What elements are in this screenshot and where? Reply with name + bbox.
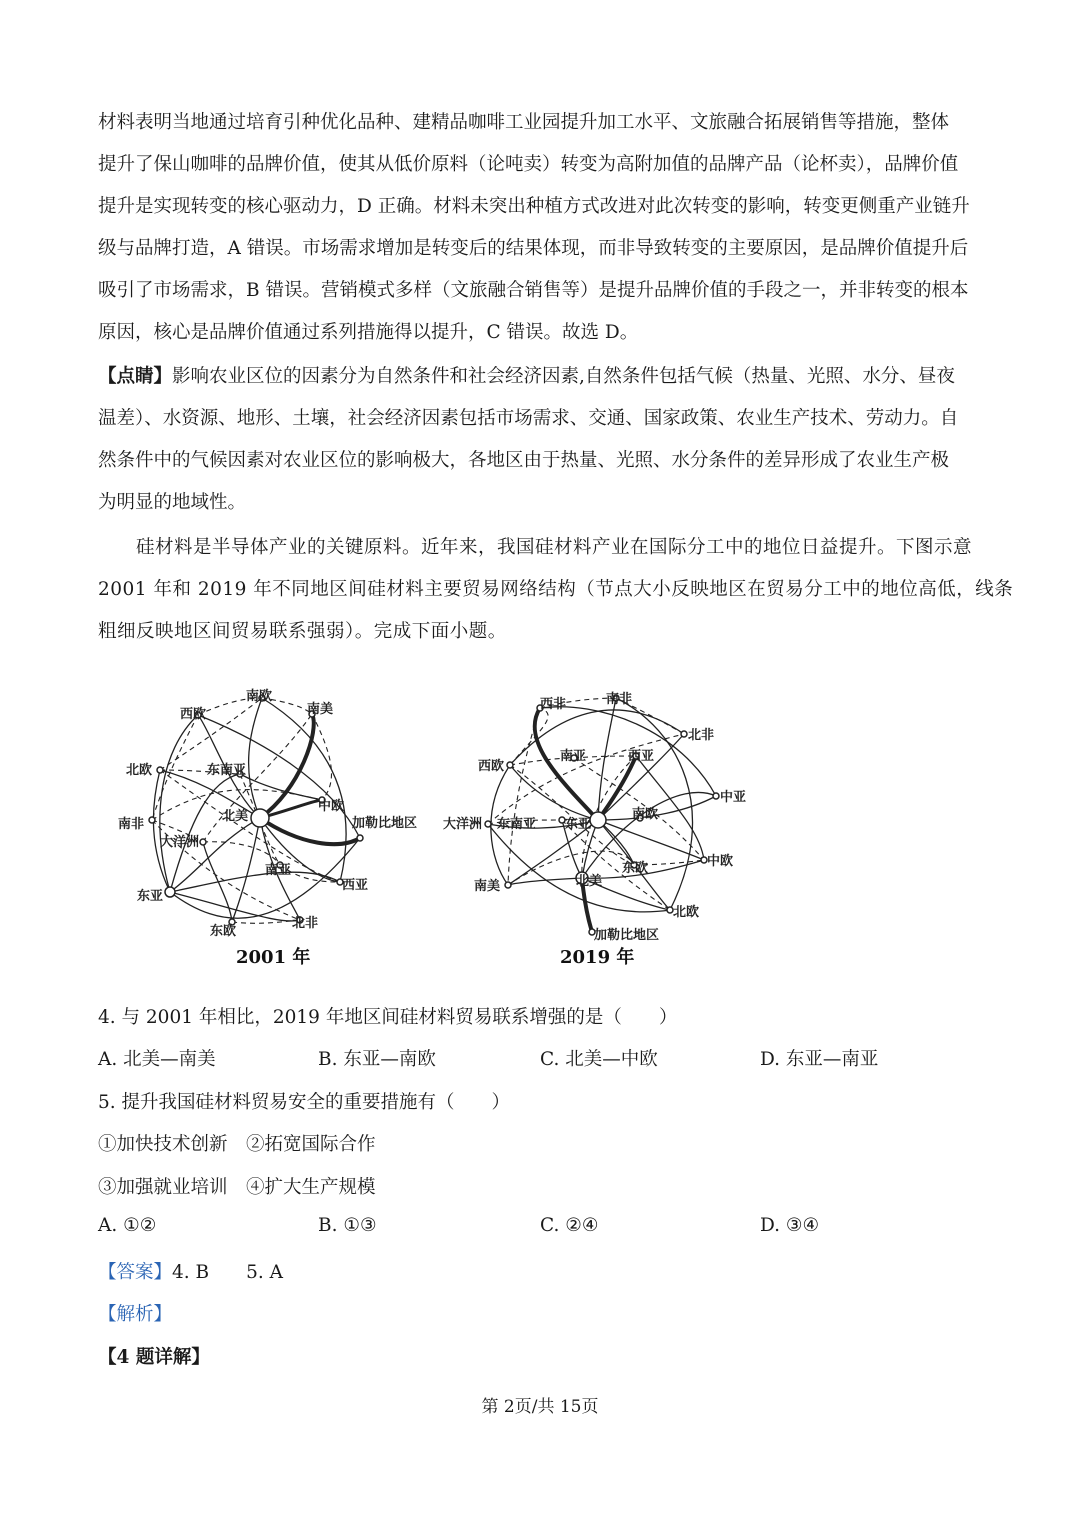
question-4-stem: 4. 与 2001 年相比，2019 年地区间硅材料贸易联系增强的是（ ）: [98, 1007, 678, 1028]
paragraph-line: 提升是实现转变的核心驱动力，D 正确。材料未突出种植方式改进对此次转变的影响，转变更侧重产业链升: [98, 196, 970, 217]
q4-option-a[interactable]: A. 北美—南美: [98, 1049, 216, 1070]
node-label: 北非: [292, 916, 319, 931]
q4-option-b[interactable]: B. 东亚—南欧: [318, 1049, 436, 1070]
node-label: 北美: [222, 809, 249, 824]
paragraph-line: 粗细反映地区间贸易联系强弱）。完成下面小题。: [98, 621, 507, 642]
answer-line: [98, 1258, 283, 1284]
trade-network-figure: [0, 670, 1080, 990]
paragraph-line: 影响农业区位的因素分为自然条件和社会经济因素,自然条件包括气候（热量、光照、水分、昼夜: [172, 366, 955, 387]
q4-option-c[interactable]: C. 北美—中欧: [540, 1049, 658, 1070]
material-paragraph: [98, 527, 1014, 653]
q4-option-d[interactable]: D. 东亚—南亚: [760, 1049, 879, 1070]
paragraph-line: 级与品牌打造，A 错误。市场需求增加是转变后的结果体现，而非导致转变的主要原因，是品牌价值提升后: [98, 238, 969, 259]
page-footer: 第 2页/共 15页: [481, 1397, 599, 1417]
tip-tag: 【点睛】: [98, 366, 173, 387]
paragraph-line: 温差）、水资源、地形、土壤，社会经济因素包括市场需求、交通、国家政策、农业生产技术、劳动力。自: [98, 408, 959, 429]
paragraph-line: 为明显的地域性。: [98, 492, 247, 513]
node-label: 北欧: [126, 763, 153, 778]
node-label: 中欧: [318, 799, 345, 814]
paragraph-line: 2001 年和 2019 年不同地区间硅材料主要贸易网络结构（节点大小反映地区在贸易分工中的地位高低，线条: [98, 579, 1014, 600]
node-label: 南美: [474, 879, 501, 894]
analysis-tag: 【解析】: [98, 1304, 173, 1325]
node-label: 大洋洲: [160, 835, 200, 850]
q5-statement-line: ③加强就业培训 ④扩大生产规模: [98, 1177, 376, 1198]
node-label: 南亚: [560, 749, 587, 764]
node-label: 东欧: [622, 861, 649, 876]
question-5-stem: 5. 提升我国硅材料贸易安全的重要措施有（ ）: [98, 1092, 511, 1113]
node-label: 加勒比地区: [594, 928, 660, 943]
detail-heading: 【4 题详解】: [98, 1347, 210, 1368]
paragraph-line: 材料表明当地通过培育引种优化品种、建精品咖啡工业园提升加工水平、文旅融合拓展销售等措施，整体: [98, 112, 950, 133]
node-label: 西亚: [342, 878, 369, 893]
q5-option-b[interactable]: B. ①③: [318, 1215, 377, 1236]
node-label: 南非: [118, 817, 145, 832]
answer-tag: 【答案】: [98, 1262, 173, 1283]
node-label: 西亚: [628, 749, 655, 764]
node-label: 西欧: [478, 759, 505, 774]
figure-caption-2001: 2001 年: [236, 947, 311, 968]
node-label: 南美: [307, 702, 334, 717]
node-label: 东南亚: [497, 817, 537, 832]
figure-caption-2019: 2019 年: [560, 947, 635, 968]
node-label: 西非: [540, 697, 567, 712]
node-label: 大洋洲: [443, 817, 483, 832]
node-label: 南亚: [265, 863, 292, 878]
paragraph-line: 硅材料是半导体产业的关键原料。近年来，我国硅材料产业在国际分工中的地位日益提升。下图示意: [136, 537, 973, 558]
q5-option-d[interactable]: D. ③④: [760, 1215, 820, 1236]
network-2019: [485, 695, 719, 935]
paragraph-line: 吸引了市场需求，B 错误。营销模式多样（文旅融合销售等）是提升品牌价值的手段之一，并非转变的根本: [98, 280, 969, 301]
node-label: 南欧: [632, 807, 659, 822]
paragraph-line: 原因，核心是品牌价值通过系列措施得以提升，C 错误。故选 D。: [98, 322, 639, 343]
tip-paragraph: [98, 356, 988, 524]
node-label: 加勒比地区: [352, 816, 418, 831]
q5-statement-line: ①加快技术创新 ②拓宽国际合作: [98, 1134, 376, 1155]
node-label: 北美: [576, 874, 603, 889]
node-label: 北欧: [673, 905, 700, 920]
node-label: 中亚: [720, 790, 747, 805]
node-label: 东亚: [565, 817, 592, 832]
node-label: 南非: [606, 692, 633, 707]
node-label: 南欧: [246, 689, 273, 704]
q5-option-a[interactable]: A. ①②: [98, 1215, 157, 1236]
node-label: 西欧: [180, 707, 207, 722]
explanation-paragraph: [98, 102, 988, 354]
q5-option-c[interactable]: C. ②④: [540, 1215, 599, 1236]
paragraph-line: 然条件中的气候因素对农业区位的影响极大，各地区由于热量、光照、水分条件的差异形成了农业生产极: [98, 450, 950, 471]
answer-text: 4. B 5. A: [172, 1262, 284, 1283]
node-label: 北非: [688, 728, 715, 743]
paragraph-line: 提升了保山咖啡的品牌价值，使其从低价原料（论吨卖）转变为高附加值的品牌产品（论杯卖），品牌价值: [98, 154, 959, 175]
node-label: 中欧: [707, 854, 734, 869]
node-label: 东欧: [210, 924, 237, 939]
node-label: 东南亚: [207, 763, 247, 778]
node-label: 东亚: [137, 889, 164, 904]
